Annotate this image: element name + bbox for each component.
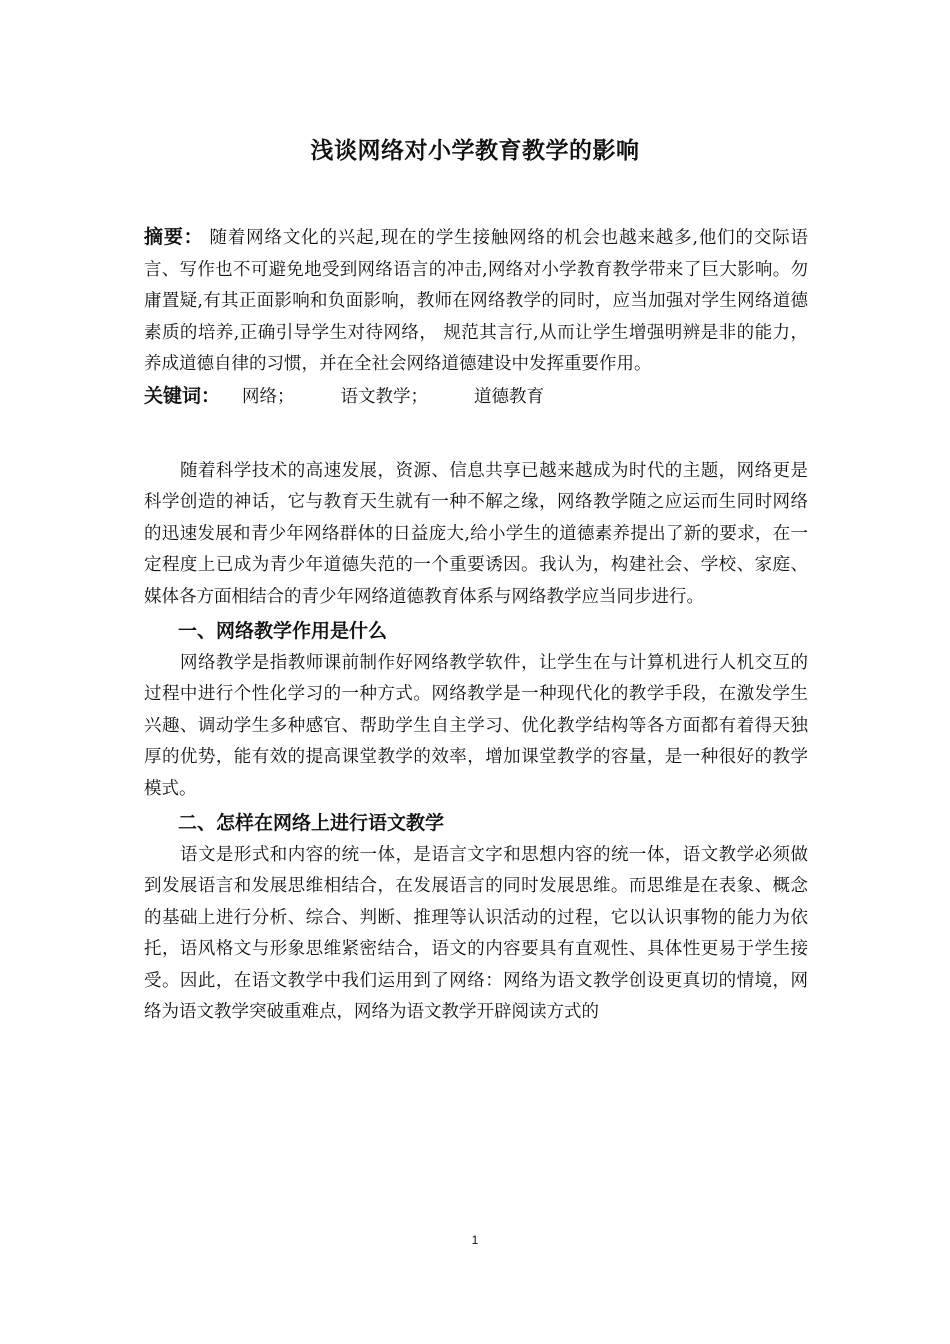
document-body [144, 222, 808, 1029]
keywords-label: 关键词： [144, 384, 221, 407]
abstract-paragraph [144, 222, 808, 381]
section-heading-2: 二、怎样在网络上进行语文教学 [178, 811, 445, 834]
abstract-text: 随着网络文化的兴起,现在的学生接触网络的机会也越来越多,他们的交际语言、写作也不可避免地受到网络语言的冲击,网络对小学教育教学带来了巨大影响。勿庸置疑,有其正面影响和负面影响，教师在网络教学的同时，应当加强对学生网络道德素质的培养,正确引导学生对待网络， 规范其言行,从而让学生增强明辨是非的能力，养成道德自律的习惯，并在全社会网络道德建设中发挥重要作用。 [144, 228, 808, 375]
keyword-item: 道德教育 [474, 386, 545, 407]
keyword-item: 语文教学； [340, 386, 429, 407]
section-paragraph-1: 网络教学是指教师课前制作好网络教学软件，让学生在与计算机进行人机交互的过程中进行个性化学习的一种方式。网络教学是一种现代化的教学手段，在激发学生兴趣、调动学生多种感官、帮助学生自主学习、优化教学结构等各方面都有着得天独厚的优势，能有效的提高课堂教学的效率，增加课堂教学的容量，是一种很好的教学模式。 [144, 652, 808, 799]
keyword-item: 网络； [242, 386, 295, 407]
intro-paragraph: 随着科学技术的高速发展，资源、信息共享已越来越成为时代的主题，网络更是科学创造的神话，它与教育天生就有一种不解之缘，网络教学随之应运而生同时网络的迅速发展和青少年网络群体的日益庞大,给小学生的道德素养提出了新的要求，在一定程度上已成为青少年道德失范的一个重要诱因。我认为，构建社会、学校、家庭、媒体各方面相结合的青少年网络道德教育体系与网络教学应当同步进行。 [144, 460, 808, 607]
abstract-label: 摘要： [144, 226, 204, 248]
page-number: 1 [471, 1233, 479, 1247]
section-paragraph-2: 语文是形式和内容的统一体，是语言文字和思想内容的统一体，语文教学必须做到发展语言和发展思维相结合，在发展语言的同时发展思维。而思维是在表象、概念的基础上进行分析、综合、判断、推理等认识活动的过程，它以认识事物的能力为依托，语风格文与形象思维紧密结合，语文的内容要具有直观性、具体性更易于学生接受。因此，在语文教学中我们运用到了网络：网络为语文教学创设更真切的情境，网络为语文教学突破重难点，网络为语文教学开辟阅读方式的 [144, 844, 808, 1023]
document-title: 浅谈网络对小学教育教学的影响 [310, 138, 640, 164]
keywords-line [144, 381, 808, 414]
section-heading-1: 一、网络教学作用是什么 [178, 619, 388, 642]
